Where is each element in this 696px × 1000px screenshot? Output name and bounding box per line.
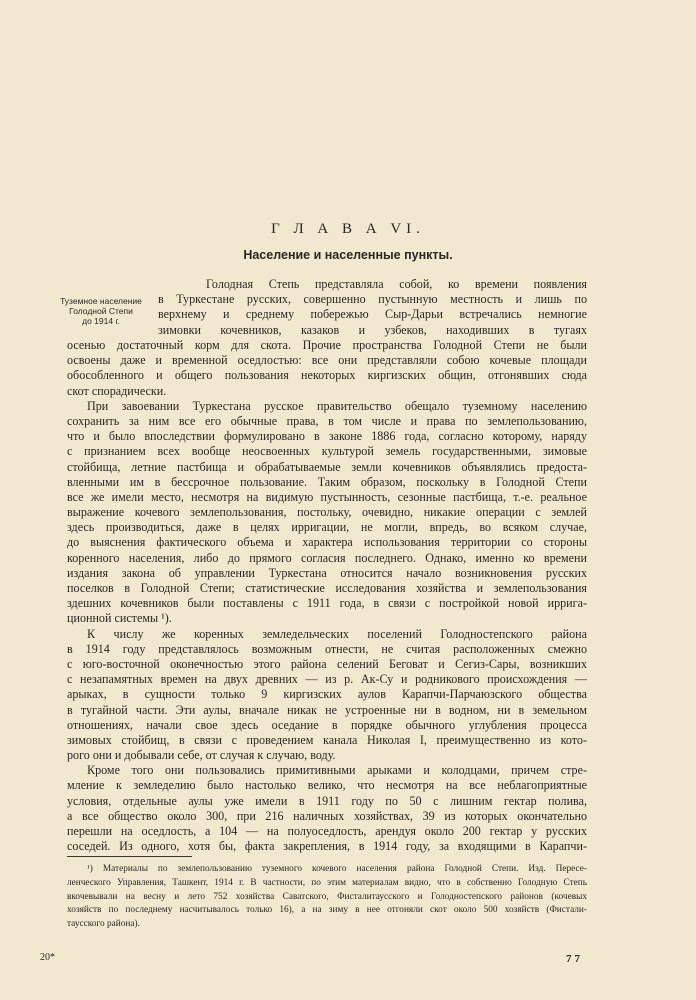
text-line: освоены даже и временной оседлостью: все они представляли собою кочевые площади: [67, 353, 587, 368]
footnote: [67, 863, 587, 932]
text-line: К числу же коренных земледельческих поселений Голодностепского района: [87, 626, 587, 641]
text-line: выражение кочевого землепользования, постольку, очевидно, никакие операции с землей: [67, 505, 587, 520]
text-line: арыках, в сущности только 9 киргизских аулов Карапчи-Парчаюзского общества: [67, 687, 587, 702]
text-line: зимовых стойбищ, в связи с проведением канала Николая I, преимущественно из кото-: [67, 732, 587, 747]
text-line: Кроме того они пользовались примитивными арыками и колодцами, причем стре-: [87, 763, 587, 778]
text-line: коренного населения, либо до прямого согласия последнего. Однако, именно ко времени: [67, 550, 587, 565]
footnote-line: хозяйств по последнему насчитывалось только 16), а на зиму в нее отгоняли скот около 500 хозяйств (Фистали-: [67, 905, 587, 916]
text-line: скот спорадически.: [67, 383, 167, 398]
text-line: стойбища, летние пастбища и обрабатываемые земли кочевников объявлялись предоста-: [67, 459, 587, 474]
text-line: вленными им в бессрочное пользование. Таким образом, поскольку в Голодной Степи: [67, 474, 587, 489]
text-line: ционной системы ¹).: [67, 611, 172, 626]
main-text: [67, 338, 587, 854]
text-line: здешних кочевников были поставлены с 1911 года, в связи с постройкой новой ирригa-: [67, 596, 587, 611]
text-line: с юго-восточной оконечностью этого района селений Беговат и Сегиз-Сары, возникших: [67, 656, 587, 671]
text-line: рого они и добывали себе, от случая к случаю, воду.: [67, 748, 336, 763]
text-line: с незапамятных времен на двух древних — из р. Ак-Су и родникового происхождения —: [67, 672, 587, 687]
intro-lines: [158, 277, 587, 338]
text-line: сохранить за ним все его обычные права, в том числе и права по землепользованию,: [67, 413, 587, 428]
margin-note-line: до 1914 г.: [82, 316, 120, 326]
text-line: а все общество около 300, при 216 наличных хозяйствах, 39 из которых окончательно: [67, 808, 587, 823]
text-line: здесь производиться, даже в целях ирригации, не могли, впредь, во всяком случае,: [67, 520, 587, 535]
text-line: зимовки кочевников, казаков и узбеков, находивших в тугаях: [158, 322, 587, 337]
footnote-divider: [67, 856, 192, 857]
footnote-line: вкочевывали на весну и лето 752 хозяйства Саватского, Фисталитаусского и Голодностепского районов (кочевых: [67, 891, 587, 902]
text-line: в Туркестане русских, совершенно пустынную местность и лишь по: [158, 292, 587, 307]
text-line: условия, отдельные аулы уже имели в 1911 году по 50 с лишним гектар полива,: [67, 793, 587, 808]
margin-note: [52, 296, 150, 326]
text-line: соседей. Из одного, хотя бы, факта закрепления, в 1914 году, за входящими в Карапчи-: [67, 839, 587, 854]
text-line: что и было впоследствии формулировано в законе 1886 года, согласно которому, наряду: [67, 429, 587, 444]
text-line: в тугайной части. Эти аулы, вначале никак не устроенные ни в водном, ни в земельном: [67, 702, 587, 717]
page-number: 77: [566, 953, 583, 965]
footnote-line: таусского района).: [67, 919, 140, 930]
text-line: Голодная Степь представляла собой, ко времени появления: [206, 277, 587, 291]
section-title: Население и населенные пункты.: [243, 248, 453, 262]
text-line: в 1914 году представлялось возможным отнести, не считая расположенных смежно: [67, 641, 587, 656]
footnote-line: ленческого Управления, Ташкент, 1914 г. В частности, по этим материалам видно, что в собственно Голодную Степь: [67, 877, 587, 888]
text-line: издания закона об управлении Туркестана относится начало возникновения русских: [67, 565, 587, 580]
text-line: верхнему и среднему побережью Сыр-Дарьи встречались немногие: [158, 307, 587, 322]
text-line: мление к земледелию было настолько велико, что несмотря на все неблагоприятные: [67, 778, 587, 793]
footnote-line: ¹) Материалы по землепользованию туземного кочевого населения района Голодной Степи. Изд. Пересе-: [87, 864, 587, 874]
text-line: перешли на оседлость, а 104 — на полуоседлость, арендуя около 200 гектар у русских: [67, 824, 587, 838]
margin-note-line: Голодной Степи: [69, 306, 133, 316]
chapter-heading: Г Л А В А VI.: [271, 221, 425, 237]
text-line: с признанием всех вообще неосвоенных культурой земель государственными, зимовые: [67, 444, 587, 459]
text-line: отношениях, начали свое здесь оседание в порядке обычного углубления процесса: [67, 717, 587, 732]
margin-note-line: Туземное население: [60, 296, 142, 306]
text-line: осенью достаточный корм для скота. Прочие пространства Голодной Степи не были: [67, 338, 587, 352]
text-line: до выяснения фактического объема и характера использования территории со стороны: [67, 535, 587, 550]
text-line: При завоевании Туркестана русское правительство обещало туземному населению: [87, 398, 587, 413]
text-line: обособленного и общего пользования некоторых киргизских общин, отгонявших сюда: [67, 368, 587, 383]
signature-mark: 20*: [40, 952, 55, 963]
text-line: все же имели место, несмотря на видимую пустынность, сезонные пастбища, т.-е. реальное: [67, 489, 587, 504]
text-line: поселков в Голодной Степи; статистические исследования хозяйства и землепользования: [67, 581, 587, 595]
